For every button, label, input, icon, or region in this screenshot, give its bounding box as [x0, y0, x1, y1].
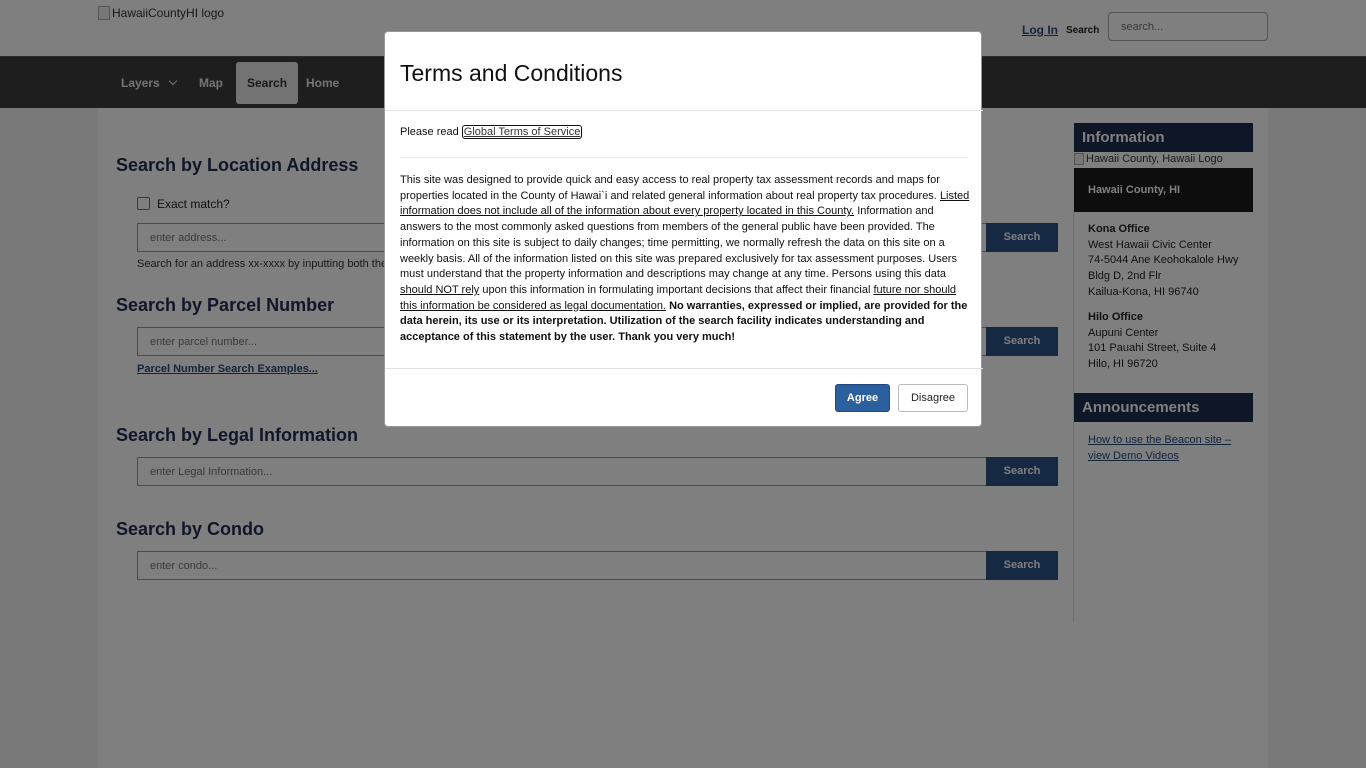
terms-text: This site was designed to provide quick and easy access to real property tax assessment records and maps for properties located in the County of Hawai`i and related general information about real property tax procedures. — [400, 174, 940, 202]
terms-text-underlined: Listed information does not include all of the information about every property located in this County. — [400, 189, 970, 218]
modal-title: Terms and Conditions — [400, 60, 623, 86]
terms-text-underlined: should NOT rely — [400, 283, 480, 296]
agree-button[interactable]: Agree — [835, 384, 890, 412]
please-read-text: Please read — [400, 126, 459, 138]
terms-text-bold: No warranties, expressed or implied, are provided for the data herein, its use or its interpretation. Utilization of the search facility indicates understanding and acceptance of this statement by the user. Thank you very much! — [400, 299, 968, 344]
terms-body — [400, 173, 970, 346]
terms-text: Information and answers to the most commonly asked questions from members of the general public have been provided. The information on this site is subject to daily changes; time permitting, we normally refresh the data on this site on a weekly basis. All of the information listed on this site was prepared exclusively for tax assessment purposes. Users must understand that the property information and descriptions may change at any time. Persons using this data — [400, 205, 957, 281]
global-terms-link[interactable]: Global Terms of Service — [463, 126, 581, 138]
modal-divider — [385, 368, 983, 369]
modal-divider — [400, 157, 968, 158]
terms-text-underlined: future nor should this information be considered as legal documentation. — [400, 283, 957, 312]
please-read-line — [400, 126, 582, 138]
disagree-button[interactable]: Disagree — [898, 384, 968, 412]
terms-text: upon this information in formulating important decisions that affect their financial — [482, 283, 871, 296]
modal-divider — [385, 110, 983, 111]
terms-modal — [384, 31, 982, 427]
